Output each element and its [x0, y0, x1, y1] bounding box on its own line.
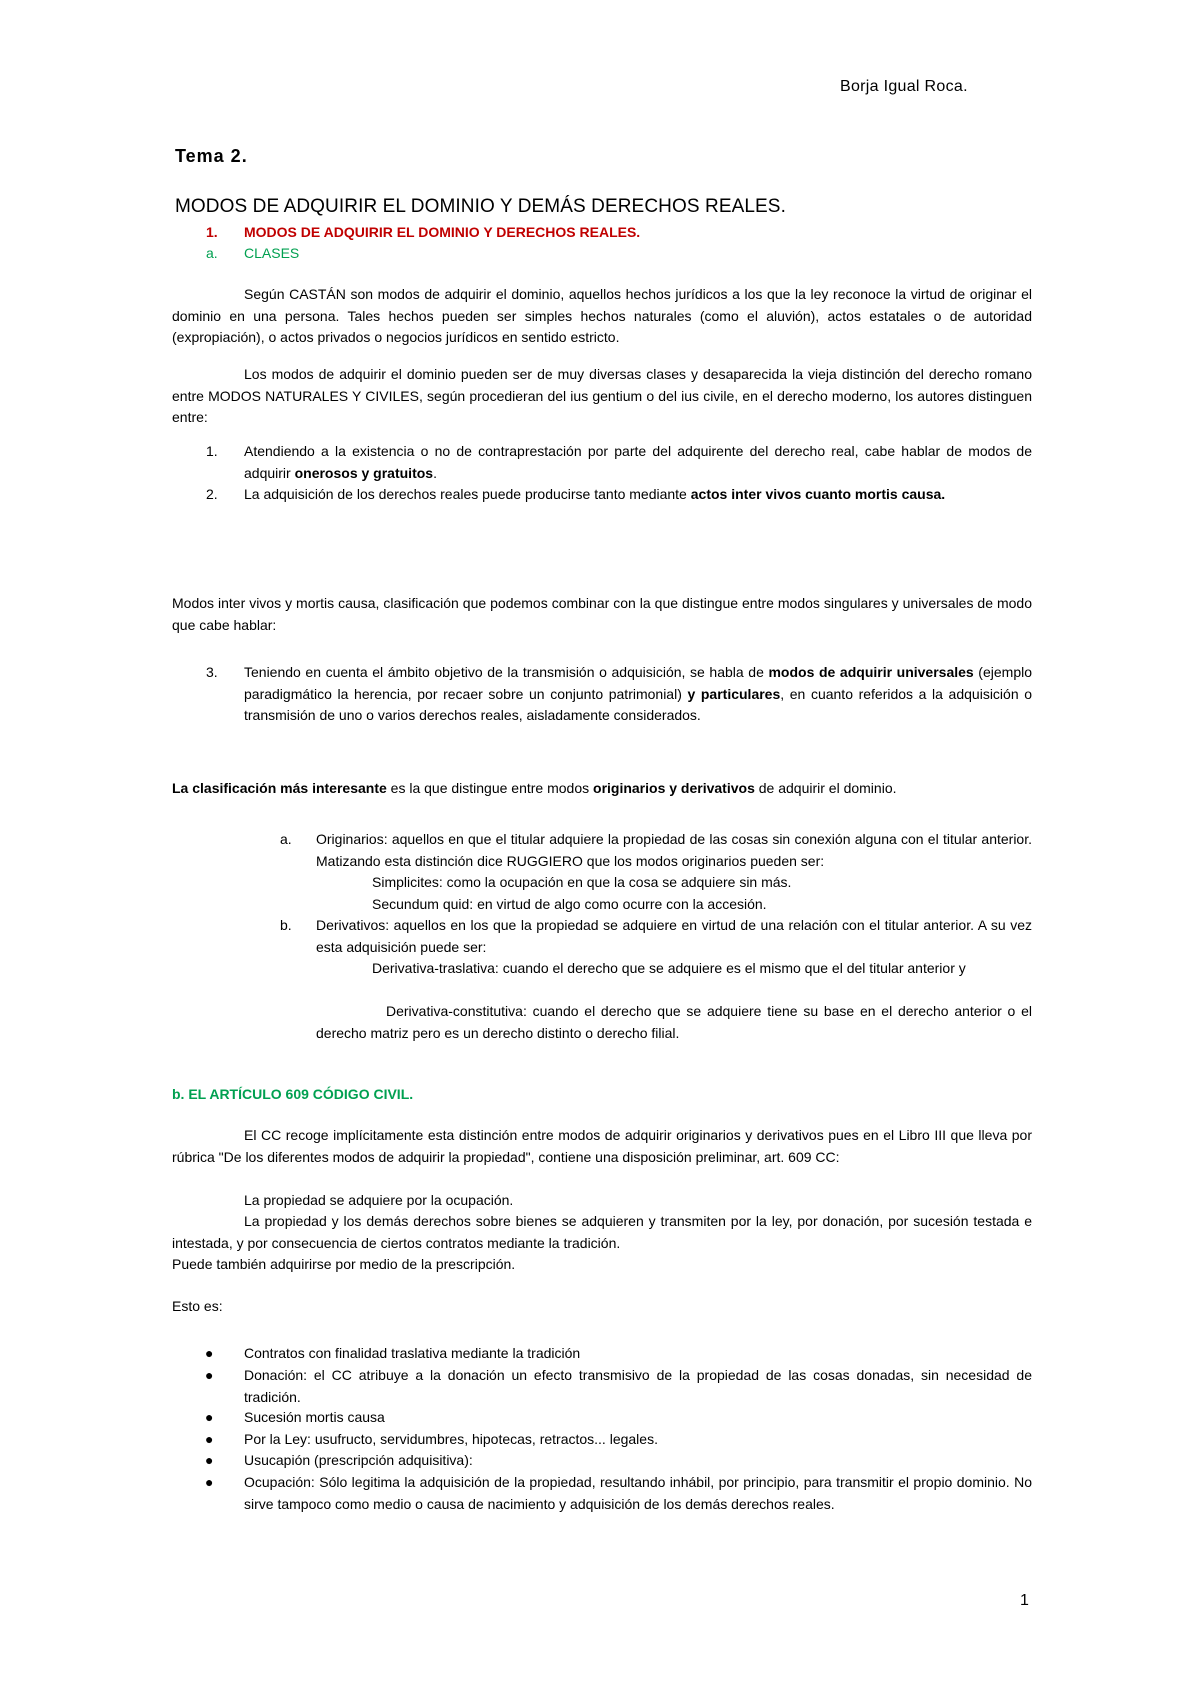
clasificacion-emphasis-2: originarios y derivativos: [593, 780, 755, 796]
bullet-icon: ●: [205, 1367, 214, 1383]
clasificacion-text: es la que distingue entre modos: [386, 780, 594, 796]
sub-item-a-simplicites: Simplicites: como la ocupación en que la cosa se adquiere sin más.: [372, 874, 792, 890]
esto-es-label: Esto es:: [172, 1298, 223, 1314]
tema-heading: Tema 2.: [175, 146, 248, 166]
sub-item-b-constitutiva: Derivativa-constitutiva: cuando el derecho que se adquiere tiene su base en el derecho anterior o el derecho matriz pero es un derecho distinto o derecho filial.: [316, 1003, 1032, 1041]
paragraph-modos: Los modos de adquirir el dominio pueden ser de muy diversas clases y desaparecida la vieja distinción del derecho romano entre MODOS NATURALES Y CIVILES, según procedieran del ius gentium o del ius civile, en el derecho moderno, los autores distinguen entre:: [172, 366, 1032, 425]
art609-line-2: La propiedad y los demás derechos sobre bienes se adquieren y transmiten por la ley, por donación, por sucesión testada e intestada, y por consecuencia de ciertos contratos mediante la tradición.: [172, 1213, 1032, 1251]
paragraph-clasificacion: [172, 778, 1032, 800]
list-item-2-text: La adquisición de los derechos reales puede producirse tanto mediante: [244, 486, 691, 502]
bullet-icon: ●: [205, 1409, 214, 1425]
clasificacion-end: de adquirir el dominio.: [754, 780, 897, 796]
list-item-1-text: Atendiendo a la existencia o no de contraprestación por parte del adquirente del derecho real, cabe hablar de modos de adquirir: [244, 443, 1032, 481]
list-item-3-emphasis-2: y particulares: [687, 685, 781, 702]
sub-item-b-text: Derivativos: aquellos en los que la propiedad se adquiere en virtud de una relación con el titular anterior. A su vez esta adquisición puede ser:: [316, 917, 1032, 955]
bullet-icon: ●: [205, 1431, 214, 1447]
list-item-3: [244, 662, 1032, 727]
header-author: Borja Igual Roca.: [840, 78, 968, 95]
clasificacion-emphasis: La clasificación más interesante: [172, 780, 387, 796]
paragraph-inter-vivos: Modos inter vivos y mortis causa, clasificación que podemos combinar con la que distingue entre modos singulares y universales de modo que cabe hablar:: [172, 595, 1032, 633]
page-number: 1: [1020, 1592, 1029, 1609]
list-item-2-emphasis: actos inter vivos cuanto mortis causa.: [690, 486, 946, 502]
section-a-number: a.: [206, 245, 218, 261]
section1-number: 1.: [206, 224, 218, 240]
bullet-item-ocupacion: Ocupación: Sólo legitima la adquisición de la propiedad, resultando inhábil, por principio, para transmitir el propio dominio. No sirve tampoco como medio o causa de nacimiento y adquisición de los demás derechos reales.: [244, 1474, 1032, 1512]
list-item-3-text: Teniendo en cuenta el ámbito objetivo de la transmisión o adquisición, se habla de: [244, 664, 769, 680]
main-title: MODOS DE ADQUIRIR EL DOMINIO Y DEMÁS DERECHOS REALES.: [175, 196, 786, 217]
sub-item-a-letter: a.: [280, 831, 292, 847]
list-item-2-number: 2.: [206, 486, 218, 502]
paragraph-cc: El CC recoge implícitamente esta distinción entre modos de adquirir originarios y derivativos pues en el Libro III que lleva por rúbrica "De los diferentes modos de adquirir la propiedad", contiene una disposición preliminar, art. 609 CC:: [172, 1127, 1032, 1165]
bullet-item-sucesion: Sucesión mortis causa: [244, 1409, 385, 1425]
list-item-1: [244, 441, 1032, 484]
art609-line-3: Puede también adquirirse por medio de la prescripción.: [172, 1256, 516, 1272]
bullet-icon: ●: [205, 1452, 214, 1468]
sub-item-b-letter: b.: [280, 917, 292, 933]
list-item-2: [244, 484, 1032, 506]
list-item-3-emphasis-1: modos de adquirir universales: [768, 664, 974, 680]
section-a-title: CLASES: [244, 245, 300, 261]
list-item-3-text-2: (ejemplo paradigmático la herencia, por recaer sobre un conjunto patrimonial): [244, 664, 1032, 702]
list-item-1-emphasis: onerosos y gratuitos: [294, 464, 434, 481]
section1-title: MODOS DE ADQUIRIR EL DOMINIO Y DERECHOS REALES.: [244, 224, 641, 240]
bullet-item-ley: Por la Ley: usufructo, servidumbres, hipotecas, retractos... legales.: [244, 1431, 658, 1447]
section-b-title: b. EL ARTÍCULO 609 CÓDIGO CIVIL.: [172, 1086, 414, 1102]
bullet-item-donacion: Donación: el CC atribuye a la donación un efecto transmisivo de la propiedad de las cosas donadas, sin necesidad de tradición.: [244, 1367, 1032, 1405]
sub-item-a-secundum: Secundum quid: en virtud de algo como ocurre con la accesión.: [372, 896, 767, 912]
paragraph-castan: Según CASTÁN son modos de adquirir el dominio, aquellos hechos jurídicos a los que la ley reconoce la virtud de originar el dominio en una persona. Tales hechos pueden ser simples hechos naturales (como el aluvión), actos estatales o de autoridad (expropiación), o actos privados o negocios jurídicos en sentido estricto.: [172, 286, 1032, 345]
bullet-item-contratos: Contratos con finalidad traslativa mediante la tradición: [244, 1345, 581, 1361]
list-item-3-text-3: , en cuanto referidos a la adquisición o transmisión de uno o varios derechos reales, aisladamente considerados.: [244, 685, 1032, 723]
art609-line-1: La propiedad se adquiere por la ocupación.: [244, 1192, 514, 1208]
sub-item-a-text: Originarios: aquellos en que el titular adquiere la propiedad de las cosas sin conexión alguna con el titular anterior. Matizando esta distinción dice RUGGIERO que los modos originarios pueden ser:: [316, 831, 1032, 869]
bullet-icon: ●: [205, 1345, 214, 1361]
bullet-icon: ●: [205, 1474, 214, 1490]
bullet-item-usucapion: Usucapión (prescripción adquisitiva):: [244, 1452, 473, 1468]
list-item-3-number: 3.: [206, 664, 218, 680]
list-item-1-end: .: [433, 464, 437, 481]
sub-item-b-traslativa: Derivativa-traslativa: cuando el derecho que se adquiere es el mismo que el del titular anterior y: [372, 960, 966, 976]
list-item-1-number: 1.: [206, 443, 218, 459]
